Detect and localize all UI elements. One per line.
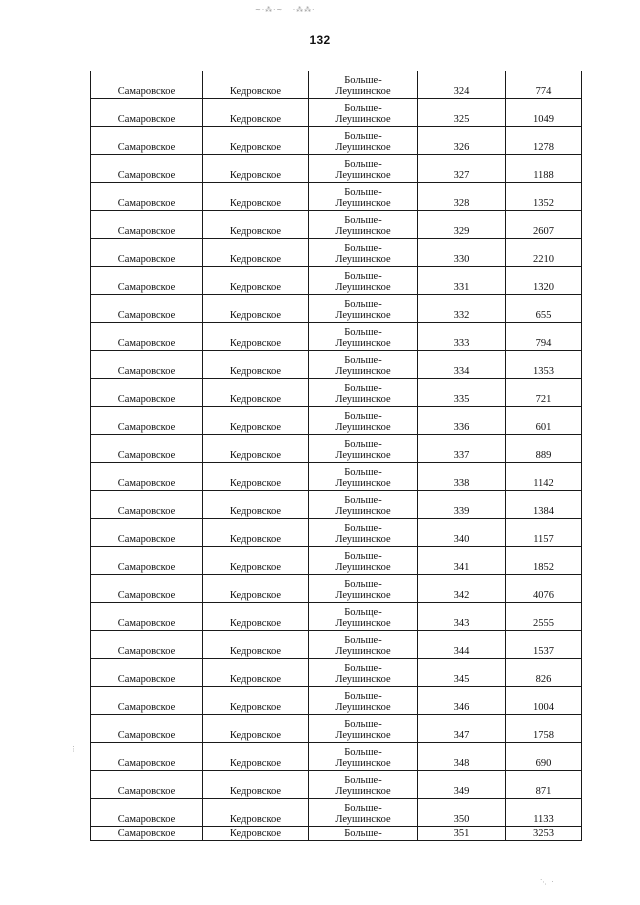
table-row <box>91 407 582 435</box>
table-row <box>91 743 582 771</box>
tract-name-line: Больше- <box>344 635 382 646</box>
forest-quarters-table <box>90 71 582 841</box>
area-cell: 655 <box>506 295 582 323</box>
quarter-number-cell: 346 <box>418 687 506 715</box>
quarter-number-cell: 338 <box>418 463 506 491</box>
quarter-number-cell: 328 <box>418 183 506 211</box>
quarter-number-cell: 348 <box>418 743 506 771</box>
tract-name-line: Леушинское <box>335 646 391 657</box>
quarter-number-cell: 350 <box>418 799 506 827</box>
district-cell: Самаровское <box>91 631 203 659</box>
forestry-cell: Кедровское <box>203 519 309 547</box>
tract-name-line: Больше- <box>344 383 382 394</box>
tract-name-line: Леушинское <box>335 86 391 97</box>
forestry-cell: Кедровское <box>203 435 309 463</box>
tract-name-line: Больше- <box>344 579 382 590</box>
forestry-cell: Кедровское <box>203 799 309 827</box>
tract-name-line: Леушинское <box>335 478 391 489</box>
tract-name-line: Леушинское <box>335 702 391 713</box>
tract-name-line: Больще- <box>344 607 382 618</box>
table-row <box>91 127 582 155</box>
area-cell: 1353 <box>506 351 582 379</box>
quarter-number-cell: 339 <box>418 491 506 519</box>
forestry-cell: Кедровское <box>203 351 309 379</box>
tract-name-line: Больше- <box>344 551 382 562</box>
table-row <box>91 799 582 827</box>
tract-name-line: Больше- <box>344 299 382 310</box>
forestry-cell: Кедровское <box>203 267 309 295</box>
quarter-number-cell: 333 <box>418 323 506 351</box>
tract-name-line: Леушинское <box>335 618 391 629</box>
table-row <box>91 379 582 407</box>
quarter-number-cell: 349 <box>418 771 506 799</box>
table-row <box>91 239 582 267</box>
district-cell: Самаровское <box>91 575 203 603</box>
tract-cell <box>309 491 418 519</box>
district-cell: Самаровское <box>91 491 203 519</box>
tract-cell <box>309 211 418 239</box>
forestry-cell: Кедровское <box>203 575 309 603</box>
tract-name-line: Леушинское <box>335 534 391 545</box>
table-row <box>91 603 582 631</box>
scan-artifact-top: ~·⁂·~ ·⁂⁂· <box>255 6 316 14</box>
district-cell: Самаровское <box>91 99 203 127</box>
quarter-number-cell: 324 <box>418 71 506 99</box>
tract-name-line: Леушинское <box>335 254 391 265</box>
area-cell: 1320 <box>506 267 582 295</box>
quarter-number-cell: 345 <box>418 659 506 687</box>
forestry-cell: Кедровское <box>203 295 309 323</box>
tract-name-line: Больше- <box>344 411 382 422</box>
area-cell: 1758 <box>506 715 582 743</box>
table-row <box>91 491 582 519</box>
tract-name-line: Больше- <box>344 775 382 786</box>
area-cell: 1049 <box>506 99 582 127</box>
tract-name-line: Леушинское <box>335 338 391 349</box>
table-row <box>91 295 582 323</box>
tract-cell <box>309 295 418 323</box>
district-cell: Самаровское <box>91 407 203 435</box>
tract-name-line: Леушинское <box>335 198 391 209</box>
district-cell: Самаровское <box>91 295 203 323</box>
tract-cell <box>309 323 418 351</box>
tract-name-line: Больше- <box>344 243 382 254</box>
tract-name-line: Леушинское <box>335 450 391 461</box>
tract-cell <box>309 99 418 127</box>
tract-name-line: Больше- <box>344 355 382 366</box>
area-cell: 774 <box>506 71 582 99</box>
tract-name-line: Леушинское <box>335 310 391 321</box>
district-cell: Самаровское <box>91 827 203 841</box>
table-row <box>91 211 582 239</box>
table-row <box>91 99 582 127</box>
tract-name-line: Леушинское <box>335 282 391 293</box>
district-cell: Самаровское <box>91 183 203 211</box>
table-row <box>91 323 582 351</box>
district-cell: Самаровское <box>91 463 203 491</box>
tract-name-line: Больше- <box>344 103 382 114</box>
table-row <box>91 687 582 715</box>
table-row <box>91 659 582 687</box>
scan-artifact-left: ⋮ <box>70 745 78 753</box>
area-cell: 721 <box>506 379 582 407</box>
tract-cell <box>309 379 418 407</box>
area-cell: 1352 <box>506 183 582 211</box>
quarter-number-cell: 327 <box>418 155 506 183</box>
district-cell: Самаровское <box>91 743 203 771</box>
tract-name-line: Больше- <box>344 828 382 839</box>
area-cell: 2555 <box>506 603 582 631</box>
scan-artifact-bottom: ⋱ · <box>540 878 555 886</box>
quarter-number-cell: 341 <box>418 547 506 575</box>
area-cell: 1852 <box>506 547 582 575</box>
tract-name-line: Леушинское <box>335 730 391 741</box>
forestry-cell: Кедровское <box>203 463 309 491</box>
tract-cell <box>309 435 418 463</box>
tract-cell <box>309 715 418 743</box>
tract-name-line: Леушинское <box>335 142 391 153</box>
tract-cell <box>309 127 418 155</box>
area-cell: 1278 <box>506 127 582 155</box>
table-row <box>91 351 582 379</box>
tract-name-line: Больше- <box>344 803 382 814</box>
area-cell: 826 <box>506 659 582 687</box>
tract-name-line: Леушинское <box>335 114 391 125</box>
district-cell: Самаровское <box>91 659 203 687</box>
table-row <box>91 183 582 211</box>
area-cell: 871 <box>506 771 582 799</box>
table-body <box>91 71 582 841</box>
district-cell: Самаровское <box>91 351 203 379</box>
table-row <box>91 71 582 99</box>
district-cell: Самаровское <box>91 435 203 463</box>
table-row <box>91 631 582 659</box>
forestry-cell: Кедровское <box>203 743 309 771</box>
district-cell: Самаровское <box>91 715 203 743</box>
forestry-cell: Кедровское <box>203 603 309 631</box>
district-cell: Самаровское <box>91 687 203 715</box>
district-cell: Самаровское <box>91 771 203 799</box>
table-row <box>91 827 582 841</box>
tract-name-line: Больше- <box>344 523 382 534</box>
quarter-number-cell: 329 <box>418 211 506 239</box>
area-cell: 1384 <box>506 491 582 519</box>
area-cell: 794 <box>506 323 582 351</box>
tract-name-line: Леушинское <box>335 506 391 517</box>
table-row <box>91 771 582 799</box>
tract-cell <box>309 799 418 827</box>
tract-name-line: Леушинское <box>335 394 391 405</box>
tract-name-line: Леушинское <box>335 422 391 433</box>
quarter-number-cell: 351 <box>418 827 506 841</box>
table-row <box>91 519 582 547</box>
district-cell: Самаровское <box>91 547 203 575</box>
tract-name-line: Больше- <box>344 439 382 450</box>
tract-name-line: Больше- <box>344 159 382 170</box>
area-cell: 2210 <box>506 239 582 267</box>
forestry-cell: Кедровское <box>203 407 309 435</box>
forestry-cell: Кедровское <box>203 659 309 687</box>
forestry-cell: Кедровское <box>203 239 309 267</box>
forestry-cell: Кедровское <box>203 183 309 211</box>
tract-cell <box>309 547 418 575</box>
forestry-cell: Кедровское <box>203 323 309 351</box>
quarter-number-cell: 337 <box>418 435 506 463</box>
quarter-number-cell: 336 <box>418 407 506 435</box>
district-cell: Самаровское <box>91 239 203 267</box>
forestry-cell: Кедровское <box>203 687 309 715</box>
tract-cell <box>309 771 418 799</box>
tract-name-line: Леушинское <box>335 170 391 181</box>
area-cell: 1537 <box>506 631 582 659</box>
table-row <box>91 547 582 575</box>
tract-name-line: Больше- <box>344 327 382 338</box>
tract-name-line: Больше- <box>344 719 382 730</box>
tract-name-line: Больше- <box>344 131 382 142</box>
quarter-number-cell: 334 <box>418 351 506 379</box>
tract-cell <box>309 519 418 547</box>
tract-cell <box>309 463 418 491</box>
tract-name-line: Леушинское <box>335 366 391 377</box>
area-cell: 2607 <box>506 211 582 239</box>
tract-cell <box>309 267 418 295</box>
district-cell: Самаровское <box>91 323 203 351</box>
table-row <box>91 463 582 491</box>
tract-cell <box>309 239 418 267</box>
table-row <box>91 575 582 603</box>
forestry-cell: Кедровское <box>203 631 309 659</box>
district-cell: Самаровское <box>91 127 203 155</box>
quarter-number-cell: 335 <box>418 379 506 407</box>
district-cell: Самаровское <box>91 155 203 183</box>
table-row <box>91 267 582 295</box>
tract-cell <box>309 659 418 687</box>
district-cell: Самаровское <box>91 71 203 99</box>
tract-name-line: Леушинское <box>335 562 391 573</box>
table-row <box>91 155 582 183</box>
quarter-number-cell: 330 <box>418 239 506 267</box>
area-cell: 690 <box>506 743 582 771</box>
page-number: 132 <box>309 33 331 47</box>
table-row <box>91 715 582 743</box>
area-cell: 1188 <box>506 155 582 183</box>
quarter-number-cell: 340 <box>418 519 506 547</box>
tract-name-line: Больше- <box>344 187 382 198</box>
tract-name-line: Больше- <box>344 663 382 674</box>
tract-name-line: Больше- <box>344 75 382 86</box>
tract-cell <box>309 183 418 211</box>
forestry-cell: Кедровское <box>203 71 309 99</box>
area-cell: 3253 <box>506 827 582 841</box>
quarter-number-cell: 344 <box>418 631 506 659</box>
quarter-number-cell: 342 <box>418 575 506 603</box>
area-cell: 601 <box>506 407 582 435</box>
forestry-cell: Кедровское <box>203 827 309 841</box>
tract-name-line: Больше- <box>344 215 382 226</box>
tract-cell <box>309 351 418 379</box>
quarter-number-cell: 332 <box>418 295 506 323</box>
tract-name-line: Больше- <box>344 747 382 758</box>
area-cell: 1133 <box>506 799 582 827</box>
area-cell: 1004 <box>506 687 582 715</box>
district-cell: Самаровское <box>91 379 203 407</box>
tract-cell <box>309 155 418 183</box>
district-cell: Самаровское <box>91 799 203 827</box>
forestry-cell: Кедровское <box>203 771 309 799</box>
tract-name-line: Леушинское <box>335 786 391 797</box>
quarter-number-cell: 331 <box>418 267 506 295</box>
tract-name-line: Леушинское <box>335 590 391 601</box>
forestry-cell: Кедровское <box>203 211 309 239</box>
table-row <box>91 435 582 463</box>
quarter-number-cell: 325 <box>418 99 506 127</box>
forestry-cell: Кедровское <box>203 547 309 575</box>
tract-cell <box>309 743 418 771</box>
tract-name-line: Леушинское <box>335 226 391 237</box>
quarter-number-cell: 343 <box>418 603 506 631</box>
tract-cell <box>309 71 418 99</box>
quarter-number-cell: 347 <box>418 715 506 743</box>
district-cell: Самаровское <box>91 519 203 547</box>
forestry-cell: Кедровское <box>203 99 309 127</box>
tract-name-line: Леушинское <box>335 758 391 769</box>
area-cell: 4076 <box>506 575 582 603</box>
tract-name-line: Больше- <box>344 495 382 506</box>
tract-name-line: Леушинское <box>335 814 391 825</box>
district-cell: Самаровское <box>91 603 203 631</box>
tract-cell <box>309 603 418 631</box>
quarter-number-cell: 326 <box>418 127 506 155</box>
tract-name-line: Больше- <box>344 467 382 478</box>
tract-cell <box>309 575 418 603</box>
tract-cell <box>309 407 418 435</box>
forestry-cell: Кедровское <box>203 155 309 183</box>
tract-name-line: Леушинское <box>335 674 391 685</box>
forestry-cell: Кедровское <box>203 127 309 155</box>
tract-name-line: Больше- <box>344 691 382 702</box>
area-cell: 889 <box>506 435 582 463</box>
tract-cell <box>309 631 418 659</box>
forestry-cell: Кедровское <box>203 491 309 519</box>
tract-name-line: Больше- <box>344 271 382 282</box>
table-container <box>90 71 576 841</box>
forestry-cell: Кедровское <box>203 379 309 407</box>
area-cell: 1142 <box>506 463 582 491</box>
district-cell: Самаровское <box>91 211 203 239</box>
forestry-cell: Кедровское <box>203 715 309 743</box>
area-cell: 1157 <box>506 519 582 547</box>
district-cell: Самаровское <box>91 267 203 295</box>
tract-cell <box>309 827 418 841</box>
tract-cell <box>309 687 418 715</box>
